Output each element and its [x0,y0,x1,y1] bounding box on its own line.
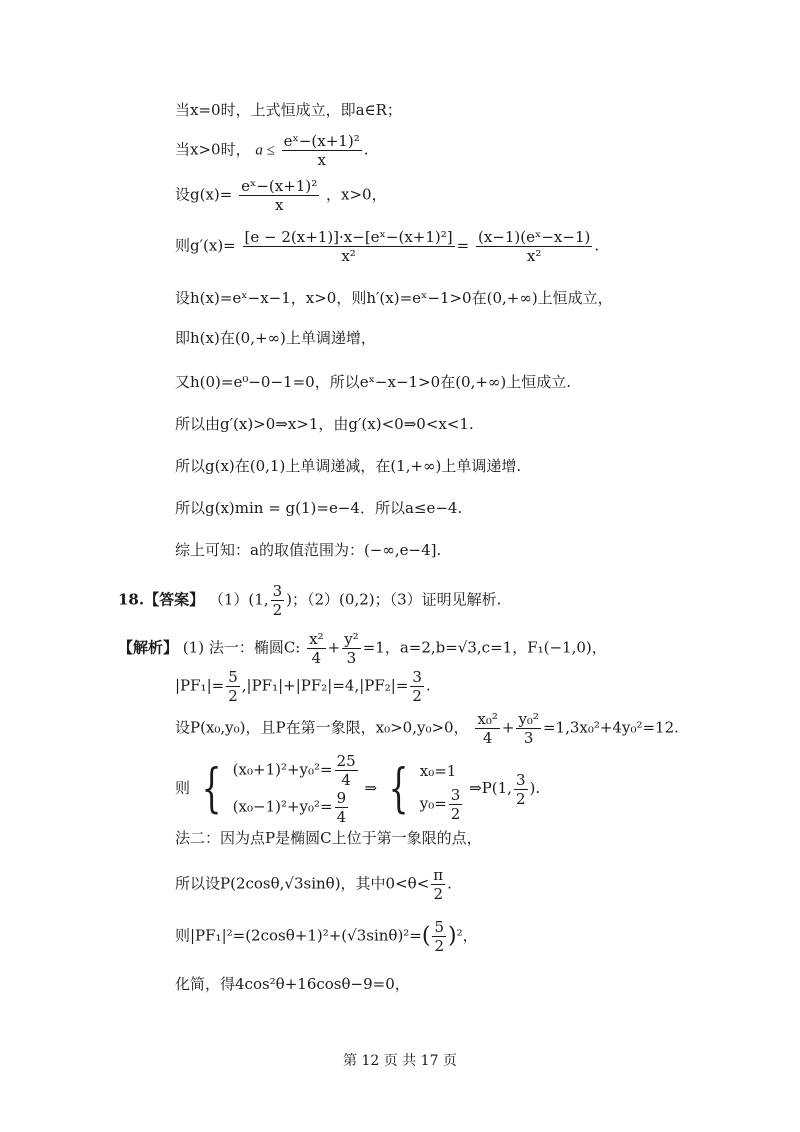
denominator: 3 [523,729,534,747]
fraction [516,710,541,747]
denominator: 2 [272,601,283,619]
line-case-x-zero: 当x=0时，上式恒成立，即a∈R； [175,101,402,119]
analysis-line-1 [118,630,607,667]
page-footer: 第 12 页 共 17 页 [343,1053,457,1069]
analysis-label: 【解析】 [118,638,179,657]
system-right [420,756,465,823]
line-method-two: 法二：因为点P是椭圆C上位于第一象限的点， [175,829,482,847]
answer-label: 18.【答案】 [118,590,205,609]
line-g-min: 所以g(x)min = g(1)=e−4．所以a≤e−4. [175,499,463,517]
fraction [410,668,424,705]
numerator: (x−1)(eˣ−x−1) [477,228,591,246]
fraction [271,582,285,619]
numerator: x₀² [477,710,498,728]
numerator: y² [344,630,359,648]
denominator: 2 [515,789,526,808]
line-pf-lengths [175,668,431,705]
line-h-increasing: 即h(x)在(0,+∞)上单调递增， [175,329,376,347]
fraction [335,789,349,826]
numerator: π [433,866,444,884]
text: + [501,718,515,737]
line-case-x-positive: 当x>0时， a ≤ $\frac{\text{eˣ−(x+1)²}}{x}$ . [175,132,369,169]
fraction [514,771,528,808]
text: y₀= [419,794,447,812]
math: a ≤ [255,142,275,159]
line-h-zero: 又h(0)=e⁰−0−1=0，所以eˣ−x−1>0在(0,+∞)上恒成立. [175,373,572,391]
text: |PF₁|= [175,676,225,695]
numerator: y₀² [518,710,539,728]
text: 当x>0时， [175,140,251,159]
implies-arrow: ⇒ [364,779,378,797]
line-equation-system [175,752,540,826]
denominator: 4 [482,729,493,747]
denominator: 3 [346,649,357,667]
line-g-monotonic: 所以g(x)在(0,1)上单调递减，在(1,+∞)上单调递增. [175,457,522,475]
denominator: x [274,196,284,214]
text: 则g′(x)= [175,236,236,255]
text: . [447,874,452,893]
line-parametric [175,866,452,903]
fraction [307,630,325,667]
fraction [226,668,240,705]
text: (x₀+1)²+y₀²= [232,760,333,779]
denominator: 4 [341,771,351,789]
paren: ( [421,923,431,949]
numerator: 5 [434,918,445,936]
text: =1,3x₀²+4y₀²=12. [542,718,679,737]
text: ). [529,779,541,797]
numerator: 3 [515,770,526,789]
denominator: x [317,151,326,169]
denominator: x² [526,247,542,265]
text: . [425,676,431,695]
fraction [335,752,358,789]
text: （1）(1, [208,590,269,609]
text: )；（2）(0,2)；（3）证明见解析. [286,590,502,609]
text: ,|PF₁|+|PF₂|=4,|PF₂|= [241,676,409,695]
line-define-g [175,177,387,214]
line-simplify: 化简，得4cos²θ+16cosθ−9=0， [175,975,410,993]
line-derivative-g: 则g′(x)= $\frac{\text{[e − 2(x+1)]·x−[eˣ−(x+1)²]}}{\text{x²}}$ = $\frac{\text{(x−1)(eˣ−x−1)}}{\text{x²}}$ . [175,228,600,265]
denominator: 2 [228,687,238,705]
numerator: 25 [336,752,356,770]
text: 设P(x₀,y₀)，且P在第一象限，x₀>0,y₀>0， [175,718,469,737]
fraction [431,866,445,903]
numerator: 5 [228,668,238,686]
denominator: 2 [450,804,461,823]
numerator: eˣ−(x+1)² [241,177,318,195]
answer-18 [118,582,501,619]
numerator: 9 [336,789,347,807]
denominator: 4 [311,649,322,667]
denominator: 2 [433,885,443,903]
fraction [432,918,446,955]
denominator: 4 [336,808,347,826]
numerator: 3 [272,582,283,600]
text: (1) 法一：椭圆C: [182,638,301,657]
numerator: eˣ−(x+1)² [283,132,360,150]
system-row: x₀=1 [419,761,457,780]
text: =1，a=2,b=√3,c=1，F₁(−1,0)， [362,638,607,657]
numerator: x² [309,630,324,648]
line-pf-squared [175,918,478,955]
text: (x₀−1)²+y₀²= [232,797,333,816]
text: ²， [456,926,478,945]
line-g-sign: 所以由g′(x)>0⇒x>1，由g′(x)<0⇒0<x<1. [175,415,474,433]
text: 设g(x)= [175,185,233,204]
fraction [449,786,463,823]
system-left [233,752,360,826]
fraction [239,177,319,214]
denominator: x² [341,247,356,265]
fraction [475,710,500,747]
line-define-h: 设h(x)=eˣ−x−1，x>0，则h′(x)=eˣ−1>0在(0,+∞)上恒成立， [175,289,613,307]
numerator: 3 [412,668,422,686]
denominator: 2 [434,937,445,955]
denominator: 2 [412,687,422,705]
line-set-p [175,710,679,747]
fraction [282,132,362,169]
line-conclusion: 综上可知：a的取值范围为：(−∞,e−4]. [175,541,442,559]
paren: ) [448,923,457,949]
system-row [420,786,465,823]
fraction [243,228,455,265]
numerator: [e − 2(x+1)]·x−[eˣ−(x+1)²] [244,228,453,246]
text: ⇒P(1, [469,779,512,797]
left-brace: { [388,759,409,819]
text: 所以设P(2cosθ,√3sinθ)，其中0<θ< [175,874,430,893]
system-row [233,752,360,789]
text: + [327,638,341,657]
system-row [233,789,360,826]
text: 则 [175,779,191,797]
text: 则|PF₁|²=(2cosθ+1)²+(√3sinθ)²= [175,926,422,945]
fraction [476,228,592,265]
left-brace: { [201,759,222,819]
numerator: 3 [450,785,461,804]
text: ，x>0， [326,185,387,204]
fraction [342,630,361,667]
